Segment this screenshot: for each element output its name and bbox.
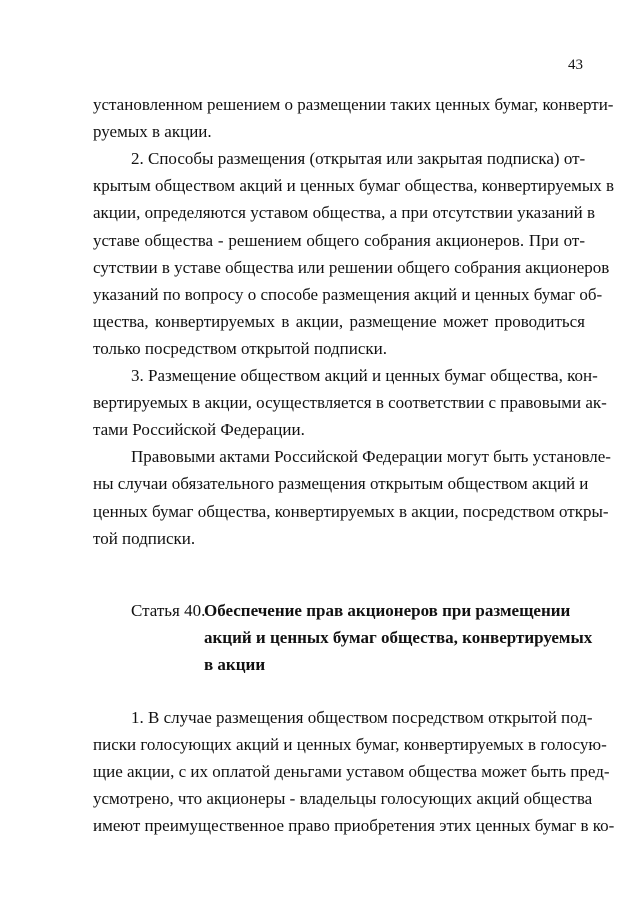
text-line: только посредством открытой подписки. — [93, 338, 388, 358]
text-line: установленном решением о размещении таких ценных бумаг, конверти- — [93, 95, 614, 114]
text-line: указаний по вопросу о способе размещения акций и ценных бумаг об- — [93, 284, 603, 304]
article-prefix: Статья 40. — [131, 601, 206, 620]
text-line: тами Российской Федерации. — [93, 420, 305, 440]
page-number: 43 — [568, 57, 583, 73]
text-line: 3. Размещение обществом акций и ценных бумаг общества, кон- — [131, 366, 598, 385]
text-line: той подписки. — [93, 528, 196, 548]
text-line: имеют преимущественное право приобретения этих ценных бумаг в ко- — [93, 816, 615, 836]
text-line: уставе общества - решением общего собрания акционеров. При от- — [93, 230, 585, 250]
text-line: щества, конвертируемых в акции, размещение может проводиться — [93, 311, 585, 331]
text-line: 2. Способы размещения (открытая или закрытая подписка) от- — [131, 149, 586, 169]
text-line: сутствии в уставе общества или решении общего собрания акционеров — [93, 257, 610, 277]
text-line: акции, определяются уставом общества, а при отсутствии указаний в — [93, 203, 596, 223]
text-line: щие акции, с их оплатой деньгами уставом общества может быть пред- — [93, 762, 610, 782]
text-line: усмотрено, что акционеры - владельцы голосующих акций общества — [93, 789, 593, 809]
text-line: вертируемых в акции, осуществляется в соответствии с правовыми ак- — [93, 393, 607, 413]
text-line: руемых в акции. — [93, 122, 212, 142]
article-title-line: Обеспечение прав акционеров при размещении — [204, 601, 571, 620]
text-line: ценных бумаг общества, конвертируемых в акции, посредством откры- — [93, 501, 609, 521]
text-line: Правовыми актами Российской Федерации могут быть установле- — [131, 447, 611, 467]
article-title-line: акций и ценных бумаг общества, конвертируемых — [204, 628, 593, 647]
text-line: 1. В случае размещения обществом посредством открытой под- — [131, 708, 593, 727]
article-title-line: в акции — [204, 655, 266, 674]
text-line: писки голосующих акций и ценных бумаг, конвертируемых в голосую- — [93, 735, 607, 755]
text-line: крытым обществом акций и ценных бумаг общества, конвертируемых в — [93, 176, 615, 196]
text-line: ны случаи обязательного размещения открытым обществом акций и — [93, 474, 589, 494]
